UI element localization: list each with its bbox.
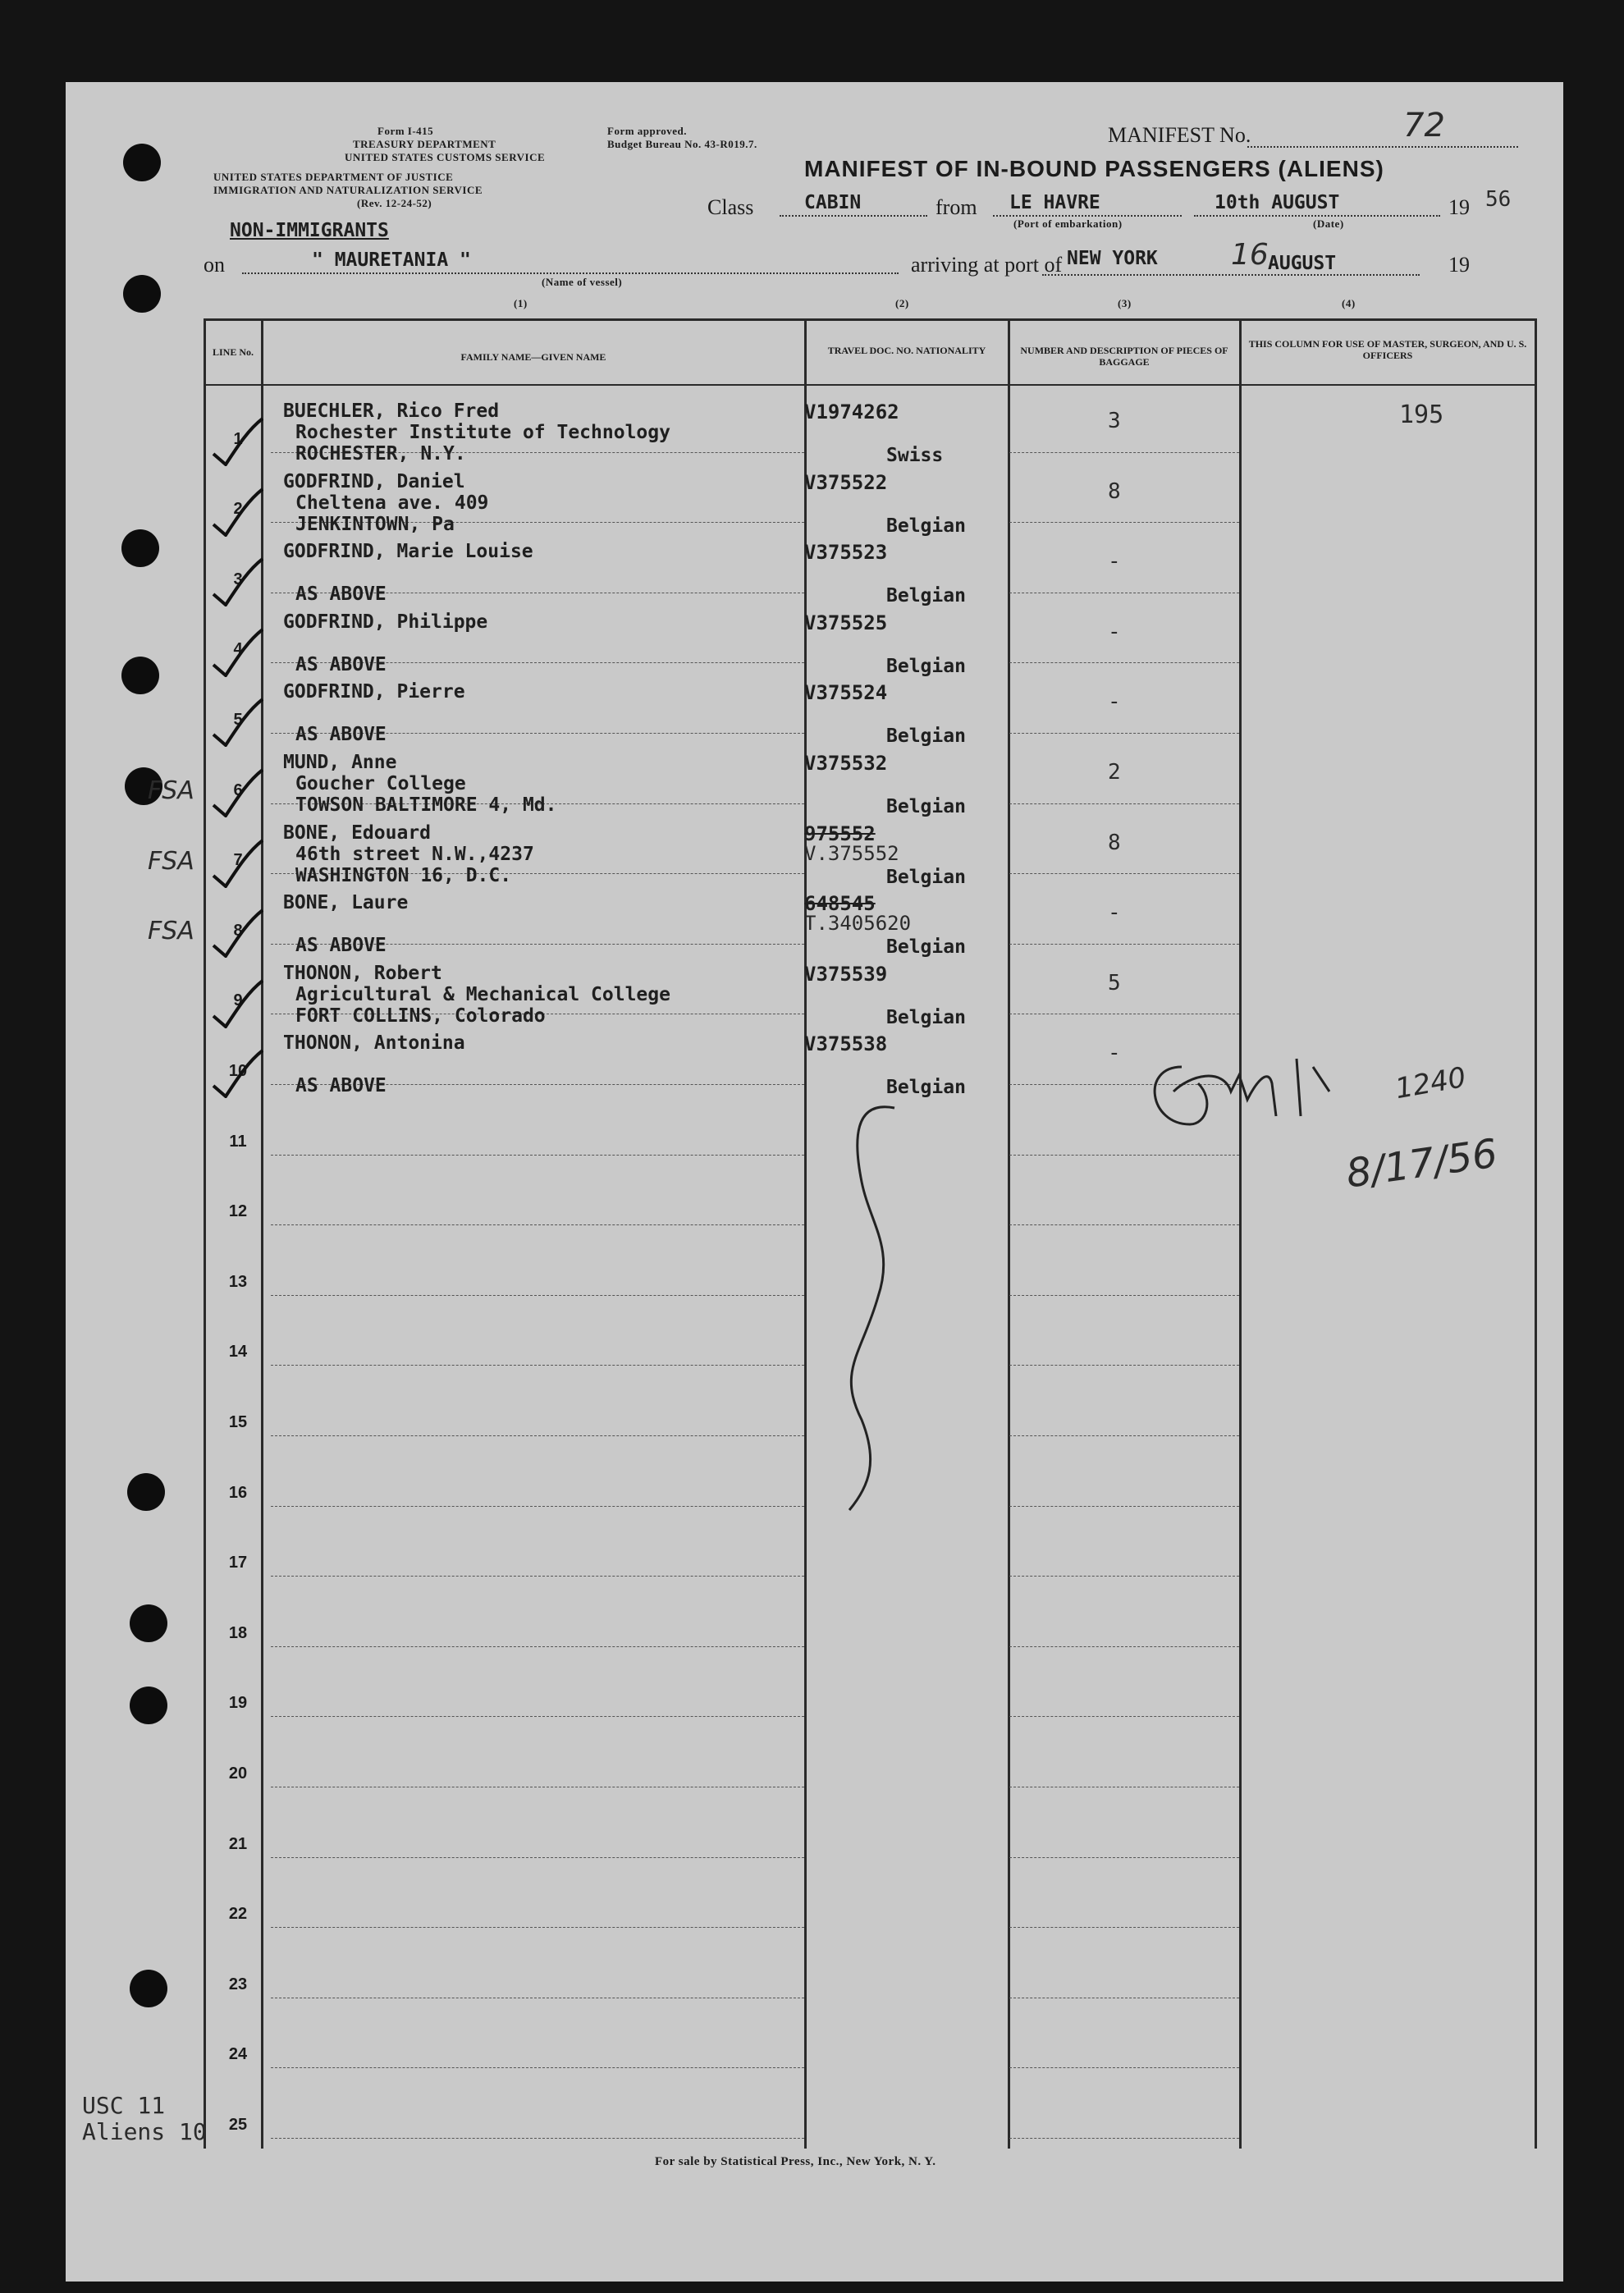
dept-name: TREASURY DEPARTMENT [353, 138, 496, 150]
check-mark-icon [209, 698, 267, 747]
punch-hole [130, 1687, 167, 1724]
passenger-address-line2: ROCHESTER, N.Y. [295, 443, 466, 465]
passenger-address-line2: JENKINTOWN, Pa [295, 513, 455, 535]
punch-hole [121, 657, 159, 694]
line-number: 10 [228, 1062, 248, 1080]
usc-stamp [82, 2093, 207, 2145]
manifest-sheet [66, 82, 1563, 2282]
usc-stamp-line1: USC 11 [82, 2092, 166, 2119]
passenger-address-line2: AS ABOVE [295, 584, 387, 606]
line-number: 8 [233, 921, 243, 940]
signature-numbers: 1240 [1393, 1060, 1469, 1106]
line-number: 25 [228, 2116, 248, 2134]
punch-hole [127, 1473, 165, 1511]
check-mark-icon [209, 487, 267, 537]
line-number: 19 [228, 1694, 248, 1713]
passenger-name: MUND, Anne [283, 752, 397, 773]
row-separator [1009, 1576, 1239, 1577]
port-caption: (Port of embarkation) [1013, 217, 1123, 230]
passenger-address-line1: Agricultural & Mechanical College [295, 983, 670, 1005]
passenger-address-line1: Goucher College [295, 773, 466, 794]
footer-printer: For sale by Statistical Press, Inc., New York, N. Y. [655, 2155, 936, 2168]
manifest-title: MANIFEST OF IN-BOUND PASSENGERS (ALIENS) [804, 156, 1384, 181]
baggage-count: 3 [1108, 409, 1121, 433]
nationality: Belgian [886, 866, 966, 888]
passenger-address-line2: AS ABOVE [295, 653, 387, 675]
passenger-name: BONE, Laure [283, 892, 409, 914]
row-separator [271, 1576, 804, 1577]
line-number: 1 [233, 429, 243, 448]
passenger-name: GODFRIND, Pierre [283, 681, 465, 703]
nationality: Belgian [886, 655, 966, 677]
passenger-address-line2: TOWSON BALTIMORE 4, Md. [295, 794, 557, 816]
passenger-name: THONON, Robert [283, 962, 442, 984]
line-number: 14 [228, 1343, 248, 1362]
baggage-count: - [1108, 900, 1121, 926]
usc-stamp-line2: Aliens 10 [82, 2118, 207, 2145]
check-mark-icon [209, 979, 267, 1028]
table-border-right [1535, 318, 1537, 2149]
line-number: 23 [228, 1975, 248, 1993]
line-number: 22 [228, 1905, 248, 1924]
row-separator [271, 1224, 804, 1225]
line-number: 20 [228, 1764, 248, 1783]
margin-note-fsa: FSA [148, 917, 194, 946]
nationality: Belgian [886, 796, 966, 817]
date-value: 10th AUGUST [1215, 192, 1340, 213]
passenger-address-line2: AS ABOVE [295, 724, 387, 746]
row-separator [1009, 662, 1239, 663]
passenger-name: BONE, Edouard [283, 822, 432, 844]
row-separator [271, 2067, 804, 2068]
vessel-name: " MAURETANIA " [312, 249, 471, 271]
col-head-name: FAMILY NAME—GIVEN NAME [460, 351, 606, 363]
punch-hole [130, 1970, 167, 2007]
line-number: 21 [228, 1834, 248, 1853]
travel-doc-corrected: T.3405620 [804, 912, 912, 936]
ins-name: IMMIGRATION AND NATURALIZATION SERVICE [213, 184, 483, 196]
baggage-count: 5 [1108, 970, 1121, 995]
vessel-line [242, 272, 899, 274]
travel-doc-number: V375523 [804, 541, 888, 565]
col-marker-3: (3) [1118, 297, 1132, 309]
line-number: 6 [233, 780, 243, 799]
passenger-address-line1: 46th street N.W.,4237 [295, 843, 534, 865]
row-separator [1009, 944, 1239, 945]
year-prefix: 19 [1448, 195, 1470, 219]
row-separator [1009, 1506, 1239, 1507]
baggage-count: - [1108, 1041, 1121, 1066]
travel-doc-number: V375522 [804, 470, 888, 494]
row-separator [1009, 1365, 1239, 1366]
table-header-border [204, 384, 1537, 386]
passenger-name: GODFRIND, Daniel [283, 470, 465, 492]
punch-hole [123, 275, 161, 313]
signature-date: 8/17/56 [1343, 1130, 1501, 1197]
rev-date: (Rev. 12-24-52) [357, 197, 432, 209]
on-label: on [204, 253, 225, 277]
row-separator [271, 1716, 804, 1717]
line-number: 13 [228, 1272, 248, 1291]
year-value: 56 [1485, 187, 1512, 212]
passenger-address-line1: Rochester Institute of Technology [295, 422, 670, 443]
manifest-no-line [1247, 146, 1518, 148]
punch-hole [121, 529, 159, 567]
check-mark-icon [209, 839, 267, 888]
passenger-address-line2: AS ABOVE [295, 935, 387, 957]
row-separator [1009, 1716, 1239, 1717]
from-label: from [936, 195, 977, 219]
line-number: 9 [233, 991, 243, 1010]
punch-hole [123, 144, 161, 181]
col-marker-2: (2) [895, 297, 909, 309]
nationality: Belgian [886, 585, 966, 607]
date-line [1194, 215, 1440, 217]
form-number: Form I-415 [377, 125, 434, 137]
passenger-address-line2: FORT COLLINS, Colorado [295, 1005, 546, 1027]
arrival-year-prefix: 19 [1448, 253, 1470, 277]
form-approved: Form approved. [607, 125, 688, 137]
arrival-month: AUGUST [1268, 253, 1337, 274]
nationality: Belgian [886, 725, 966, 748]
baggage-count: - [1108, 549, 1121, 574]
check-mark-icon [209, 909, 267, 958]
line-number: 18 [228, 1623, 248, 1642]
line-number: 5 [233, 711, 243, 729]
baggage-count: - [1108, 689, 1121, 715]
table-top-border [204, 318, 1537, 321]
row-separator [1009, 1646, 1239, 1647]
row-separator [1009, 803, 1239, 804]
manifest-no-label: MANIFEST No. [1108, 123, 1251, 147]
line-number: 17 [228, 1554, 248, 1572]
passenger-name: THONON, Antonina [283, 1032, 465, 1055]
row-separator [271, 1435, 804, 1436]
line-number: 15 [228, 1413, 248, 1431]
travel-doc-corrected: V.375552 [804, 841, 899, 865]
check-mark-icon [209, 417, 267, 466]
row-separator [271, 1365, 804, 1366]
line-number: 12 [228, 1202, 248, 1221]
row-separator [1009, 873, 1239, 874]
check-mark-icon [209, 768, 267, 817]
arrival-line [1042, 274, 1420, 276]
date-caption: (Date) [1313, 217, 1344, 230]
col-head-officers: THIS COLUMN FOR USE OF MASTER, SURGEON, AND U. S. OFFICERS [1248, 338, 1527, 361]
row-separator [271, 1927, 804, 1928]
passenger-name: GODFRIND, Marie Louise [283, 541, 533, 563]
vessel-caption: (Name of vessel) [542, 276, 623, 288]
row-separator [271, 1506, 804, 1507]
check-mark-icon [209, 628, 267, 677]
line-number: 16 [228, 1483, 248, 1502]
line-number: 24 [228, 2045, 248, 2064]
officer-note: 195 [1399, 400, 1444, 429]
arrival-port: NEW YORK [1067, 248, 1158, 269]
divider-name [804, 318, 807, 2149]
nationality: Belgian [886, 936, 966, 959]
nationality: Belgian [886, 1006, 966, 1028]
row-separator [1009, 1927, 1239, 1928]
row-separator [1009, 2138, 1239, 2139]
nationality: Belgian [886, 1077, 966, 1099]
baggage-count: - [1108, 619, 1121, 644]
arrival-day: 16 [1231, 238, 1269, 272]
travel-doc-number: 648545 [804, 892, 876, 916]
baggage-count: 2 [1108, 760, 1121, 785]
passenger-address-line2: AS ABOVE [295, 1075, 387, 1097]
travel-doc-number: V375539 [804, 962, 888, 986]
budget-bureau: Budget Bureau No. 43-R019.7. [607, 138, 757, 150]
row-separator [1009, 452, 1239, 453]
travel-doc-number: V1974262 [804, 400, 899, 423]
row-separator [1009, 1857, 1239, 1858]
line-number: 4 [233, 640, 243, 659]
row-separator [1009, 733, 1239, 734]
class-value: CABIN [804, 192, 862, 213]
col-head-baggage: NUMBER AND DESCRIPTION OF PIECES OF BAGGAGE [1020, 345, 1228, 368]
row-separator [1009, 2067, 1239, 2068]
category: NON-IMMIGRANTS [230, 220, 389, 241]
check-mark-icon [209, 557, 267, 606]
row-separator [1009, 1435, 1239, 1436]
row-separator [271, 2138, 804, 2139]
line-number: 2 [233, 500, 243, 519]
passenger-name: GODFRIND, Philippe [283, 611, 488, 633]
baggage-count: 8 [1108, 478, 1121, 504]
col-marker-4: (4) [1342, 297, 1356, 309]
line-number: 7 [233, 851, 243, 870]
row-separator [1009, 522, 1239, 523]
check-mark-icon [209, 1049, 267, 1098]
row-separator [1009, 1295, 1239, 1296]
margin-note-fsa: FSA [148, 776, 194, 805]
squiggle-mark [821, 1092, 919, 1518]
from-value: LE HAVRE [1009, 192, 1100, 213]
row-separator [271, 1857, 804, 1858]
passenger-name: BUECHLER, Rico Fred [283, 400, 500, 422]
passenger-address-line2: WASHINGTON 16, D.C. [295, 864, 512, 886]
class-label: Class [707, 195, 754, 219]
line-number: 11 [229, 1132, 247, 1151]
row-separator [271, 1155, 804, 1156]
col-marker-1: (1) [514, 297, 528, 309]
col-head-line-no: LINE No. [212, 346, 254, 358]
table-border-left [204, 318, 206, 2149]
passenger-address-line1: Cheltena ave. 409 [295, 492, 489, 514]
travel-doc-number: V375524 [804, 681, 888, 705]
punch-hole [130, 1604, 167, 1642]
nationality: Swiss [886, 445, 944, 466]
travel-doc-number: V375532 [804, 752, 888, 775]
nationality: Belgian [886, 515, 966, 537]
travel-doc-number: 975552 [804, 822, 876, 845]
from-line [993, 215, 1182, 217]
margin-note-fsa: FSA [148, 846, 194, 876]
service-name: UNITED STATES CUSTOMS SERVICE [345, 151, 546, 163]
row-separator [271, 1295, 804, 1296]
travel-doc-number: V375525 [804, 611, 888, 634]
travel-doc-number: V375538 [804, 1032, 888, 1056]
manifest-number: 72 [1403, 107, 1445, 144]
doj-name: UNITED STATES DEPARTMENT OF JUSTICE [213, 171, 454, 183]
line-number: 3 [233, 570, 243, 588]
row-separator [271, 1646, 804, 1647]
arriving-label: arriving at port of [911, 253, 1063, 277]
class-line [780, 215, 927, 217]
col-head-travel-doc: TRAVEL DOC. NO. NATIONALITY [827, 345, 986, 356]
baggage-count: 8 [1108, 830, 1121, 855]
